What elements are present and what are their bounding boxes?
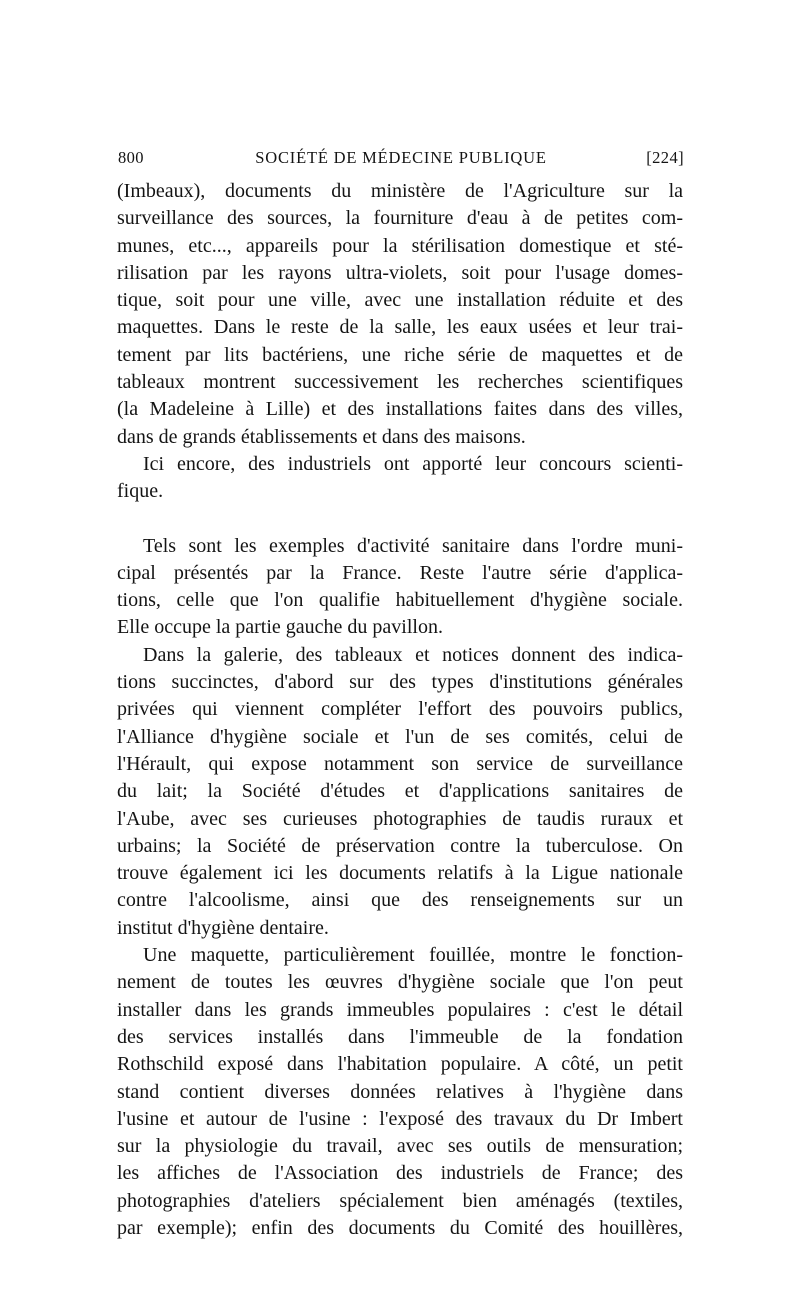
paragraph-5 xyxy=(117,942,683,1242)
section-reference: [224] xyxy=(646,148,684,167)
text-line: des services installés dans l'immeuble de la fondation xyxy=(117,1025,683,1048)
text-line: cipal présentés par la France. Reste l'autre série d'applica- xyxy=(117,561,683,584)
text-line: Rothschild exposé dans l'habitation populaire. A côté, un petit xyxy=(117,1053,683,1076)
text-line: tement par lits bactériens, une riche série de maquettes et de xyxy=(117,343,683,366)
running-title: SOCIÉTÉ DE MÉDECINE PUBLIQUE xyxy=(255,148,547,167)
paragraph-4 xyxy=(117,642,683,942)
text-line: sur la physiologie du travail, avec ses outils de mensuration; xyxy=(117,1135,683,1158)
body-text xyxy=(117,178,683,1242)
text-line: Une maquette, particulièrement fouillée, montre le fonction- xyxy=(143,944,683,967)
text-line: fique. xyxy=(117,480,164,503)
text-line: munes, etc..., appareils pour la stérilisation domestique et sté- xyxy=(117,234,683,257)
text-line: surveillance des sources, la fourniture d'eau à de petites com- xyxy=(117,207,683,230)
text-line: l'Aube, avec ses curieuses photographies de taudis ruraux et xyxy=(117,807,683,830)
text-line: installer dans les grands immeubles populaires : c'est le détail xyxy=(117,998,683,1021)
text-line: Ici encore, des industriels ont apporté leur concours scienti- xyxy=(143,452,683,475)
paragraph-1 xyxy=(117,178,683,451)
page-number: 800 xyxy=(118,148,144,167)
text-line: trouve également ici les documents relatifs à la Ligue nationale xyxy=(117,862,683,885)
text-line: maquettes. Dans le reste de la salle, les eaux usées et leur trai- xyxy=(117,316,683,339)
text-line: l'Alliance d'hygiène sociale et l'un de ses comités, celui de xyxy=(117,725,683,748)
text-line: photographies d'ateliers spécialement bien aménagés (textiles, xyxy=(117,1189,683,1212)
text-line: (la Madeleine à Lille) et des installations faites dans des villes, xyxy=(117,398,683,421)
text-line: nement de toutes les œuvres d'hygiène sociale que l'on peut xyxy=(117,971,683,994)
text-line: l'Hérault, qui expose notamment son service de surveillance xyxy=(117,752,683,775)
text-line: urbains; la Société de préservation contre la tuberculose. On xyxy=(117,834,683,857)
text-line: l'usine et autour de l'usine : l'exposé des travaux du Dr Imbert xyxy=(117,1107,683,1130)
text-line: par exemple); enfin des documents du Comité des houillères, xyxy=(117,1216,683,1239)
section-gap xyxy=(117,506,683,533)
text-line: Elle occupe la partie gauche du pavillon. xyxy=(117,616,443,639)
text-line: contre l'alcoolisme, ainsi que des renseignements sur un xyxy=(117,889,683,912)
running-head xyxy=(118,148,684,174)
paragraph-3 xyxy=(117,533,683,642)
text-line: du lait; la Société d'études et d'applications sanitaires de xyxy=(117,780,683,803)
paragraph-2 xyxy=(117,451,683,506)
text-line: (Imbeaux), documents du ministère de l'Agriculture sur la xyxy=(117,180,683,202)
text-line: rilisation par les rayons ultra-violets, soit pour l'usage domes- xyxy=(117,261,683,284)
text-line: tions, celle que l'on qualifie habituellement d'hygiène sociale. xyxy=(117,589,683,612)
text-line: dans de grands établissements et dans des maisons. xyxy=(117,425,526,448)
text-line: institut d'hygiène dentaire. xyxy=(117,916,329,939)
text-line: tions succinctes, d'abord sur des types d'institutions générales xyxy=(117,671,683,694)
text-line: privées qui viennent compléter l'effort des pouvoirs publics, xyxy=(117,698,683,721)
text-line: tableaux montrent successivement les recherches scientifiques xyxy=(117,371,683,394)
text-line: Tels sont les exemples d'activité sanitaire dans l'ordre muni- xyxy=(143,534,683,557)
text-line: les affiches de l'Association des industriels de France; des xyxy=(117,1162,683,1185)
text-line: Dans la galerie, des tableaux et notices donnent des indica- xyxy=(143,643,683,666)
text-line: tique, soit pour une ville, avec une installation réduite et des xyxy=(117,289,683,312)
text-line: stand contient diverses données relatives à l'hygiène dans xyxy=(117,1080,683,1103)
